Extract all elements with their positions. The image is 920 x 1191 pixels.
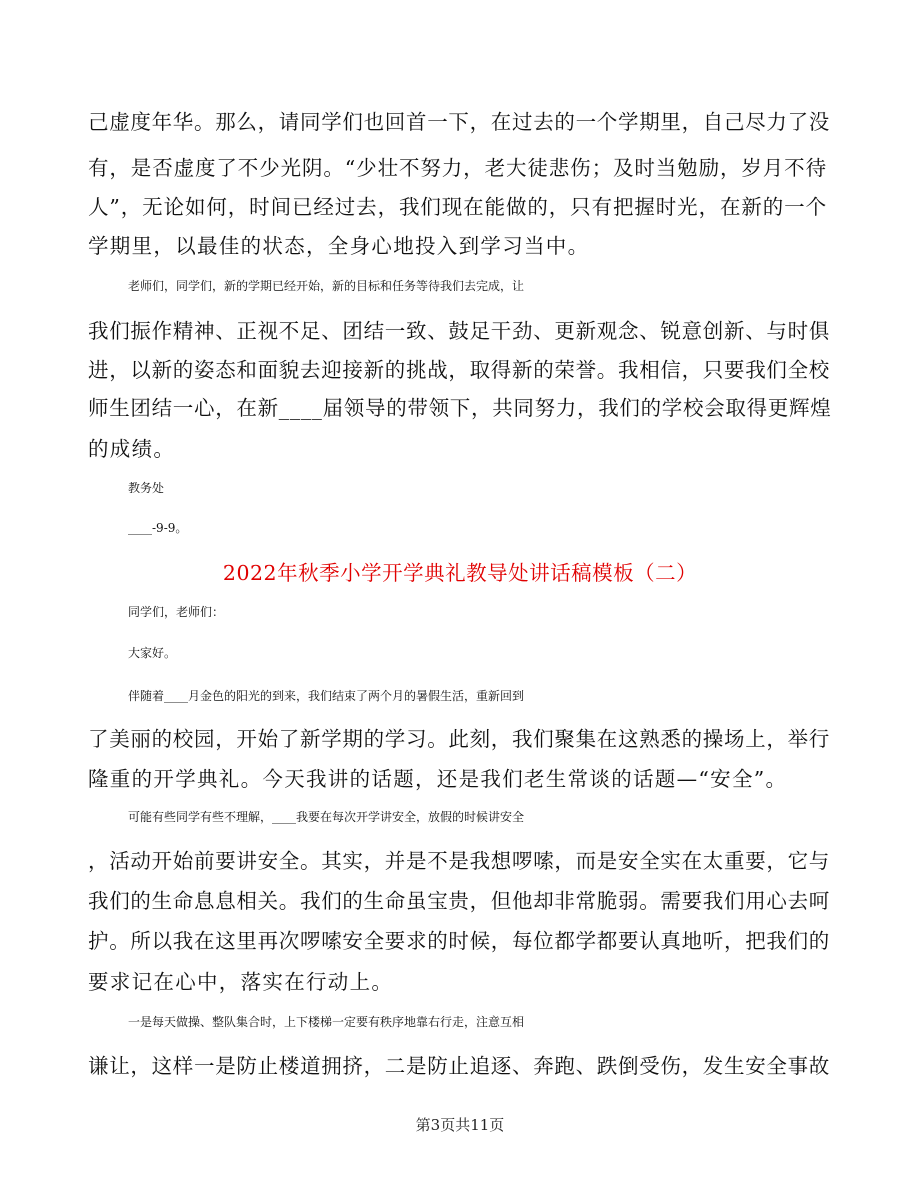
paragraph4-line: 我们的生命息息相关。我们的生命虽宝贵，但他却非常脆弱。需要我们用心去呵 (88, 889, 830, 913)
paragraph4-line: 护。所以我在这里再次啰嗦安全要求的时候，每位都学都要认真地听，把我们的 (88, 929, 830, 953)
paragraph2-line: 老师们，同学们，新的学期已经开始，新的目标和任务等待我们去完成，让 (128, 279, 525, 293)
paragraph2-line: 进，以新的姿态和面貌去迎接新的挑战，取得新的荣誉。我相信，只要我们全校 (88, 358, 830, 382)
paragraph1-line: 有，是否虚度了不少光阴。“少壮不努力，老大徒悲伤；及时当勉励，岁月不待 (88, 156, 827, 180)
paragraph2-line: 我们振作精神、正视不足、团结一致、鼓足干劲、更新观念、锐意创新、与时俱 (88, 319, 830, 343)
paragraph4-line: 要求记在心中，落实在行动上。 (88, 970, 394, 994)
greeting-hello: 大家好。 (128, 646, 177, 660)
paragraph3-line: 了美丽的校园，开始了新学期的学习。此刻，我们聚集在这熟悉的操场上，举行 (88, 727, 830, 751)
paragraph1-line: 人”，无论如何，时间已经过去，我们现在能做的，只有把握时光，在新的一个 (88, 195, 827, 219)
paragraph2-line: 师生团结一心，在新____届领导的带领下，共同努力，我们的学校会取得更辉煌 (88, 396, 832, 420)
paragraph5-line: 一是每天做操、整队集合时，上下楼梯一定要有秩序地靠右行走，注意互相 (128, 1015, 525, 1029)
section-heading: 2022年秋季小学开学典礼教导处讲话稿模板（二） (222, 561, 698, 585)
date: ____-9-9。 (128, 521, 188, 535)
paragraph4-line: ，活动开始前要讲安全。其实，并是不是我想啰嗦，而是安全实在太重要，它与 (88, 849, 830, 873)
paragraph5-line: 谦让，这样一是防止楼道拥挤，二是防止追逐、奔跑、跌倒受伤，发生安全事故 (88, 1054, 830, 1078)
signature: 教务处 (128, 481, 165, 495)
paragraph4-line: 可能有些同学有些不理解，____我要在每次开学讲安全，放假的时候讲安全 (128, 810, 525, 824)
paragraph1-line: 学期里，以最佳的状态，全身心地投入到学习当中。 (88, 234, 590, 258)
paragraph2-line: 的成绩。 (88, 437, 176, 461)
paragraph3-line: 伴随着____月金色的阳光的到来，我们结束了两个月的暑假生活，重新回到 (128, 689, 525, 703)
paragraph3-line: 隆重的开学典礼。今天我讲的话题，还是我们老生常谈的话题—“安全”。 (88, 767, 788, 791)
page-footer: 第3页共11页 (415, 1116, 505, 1134)
paragraph1-line: 己虚度年华。那么，请同学们也回首一下，在过去的一个学期里，自己尽力了没 (88, 110, 830, 134)
greeting-students-teachers: 同学们，老师们： (128, 605, 225, 619)
